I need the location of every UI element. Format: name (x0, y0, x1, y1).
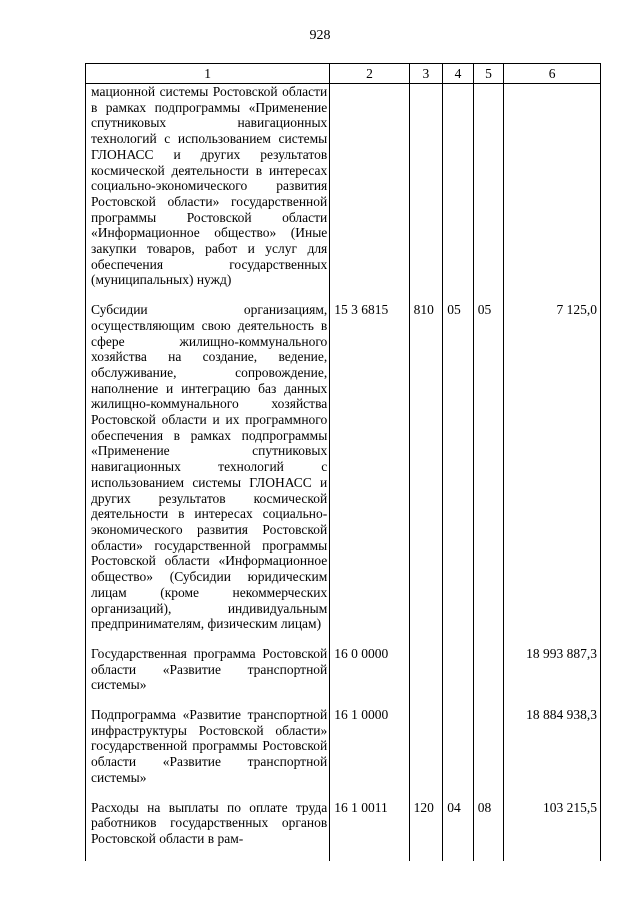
row-name: Подпрограмма «Развитие транспортной инфраструктуры Ростовской области» государственной программы Ростовской области «Развитие транспортной системы» (86, 707, 330, 800)
row-sum: 103 215,5 (504, 800, 601, 861)
row-pr: 08 (473, 800, 504, 861)
table-row (86, 707, 601, 800)
row-vr (409, 707, 443, 800)
row-rz: 05 (443, 302, 474, 646)
header-row (86, 64, 601, 84)
row-pr: 05 (473, 302, 504, 646)
table-header (86, 64, 601, 84)
table-row (86, 84, 601, 303)
row-pr (473, 707, 504, 800)
row-rz (443, 707, 474, 800)
column-header-5: 5 (473, 64, 504, 84)
row-pr (473, 84, 504, 303)
row-sum (504, 84, 601, 303)
budget-table (85, 63, 601, 861)
row-name: Государственная программа Ростовской области «Развитие транспортной системы» (86, 646, 330, 707)
row-sum: 7 125,0 (504, 302, 601, 646)
row-code: 16 0 0000 (330, 646, 409, 707)
table-row (86, 302, 601, 646)
row-name: Расходы на выплаты по оплате труда работников государственных органов Ростовской области в рам- (86, 800, 330, 861)
column-header-3: 3 (409, 64, 443, 84)
row-vr: 120 (409, 800, 443, 861)
row-name: Субсидии организациям, осуществляющим свою деятельность в сфере жилищно-коммунального хозяйства на создание, ведение, обслуживание, сопровождение, наполнение и интеграцию баз данных жилищно-коммунального хозяйства Ростовской области и их программного обеспечения в рамках подпрограммы «Применение спутниковых навигационных технологий с использованием системы ГЛОНАСС и других результатов космической деятельности в интересах социально-экономического развития Ростовской области» государственной программы Ростовской области «Информационное общество» (Субсидии юридическим лицам (кроме некоммерческих организаций), индивидуальным предпринимателям, физическим лицам) (86, 302, 330, 646)
row-code (330, 84, 409, 303)
row-name: мационной системы Ростовской области в рамках подпрограммы «Применение спутниковых навигационных технологий с использованием системы ГЛОНАСС и других результатов космической деятельности в интересах социально-экономического развития Ростовской области» государственной программы Ростовской области «Информационное общество» (Иные закупки товаров, работ и услуг для обеспечения государственных (муниципальных) нужд) (86, 84, 330, 303)
row-sum: 18 884 938,3 (504, 707, 601, 800)
column-header-4: 4 (443, 64, 474, 84)
row-sum: 18 993 887,3 (504, 646, 601, 707)
row-code: 16 1 0011 (330, 800, 409, 861)
row-code: 16 1 0000 (330, 707, 409, 800)
column-header-2: 2 (330, 64, 409, 84)
row-pr (473, 646, 504, 707)
table-row (86, 646, 601, 707)
row-rz (443, 646, 474, 707)
row-vr (409, 84, 443, 303)
row-rz: 04 (443, 800, 474, 861)
row-vr: 810 (409, 302, 443, 646)
row-vr (409, 646, 443, 707)
column-header-1: 1 (86, 64, 330, 84)
row-rz (443, 84, 474, 303)
column-header-6: 6 (504, 64, 601, 84)
row-code: 15 3 6815 (330, 302, 409, 646)
page-number: 928 (309, 28, 331, 43)
table-row (86, 800, 601, 861)
